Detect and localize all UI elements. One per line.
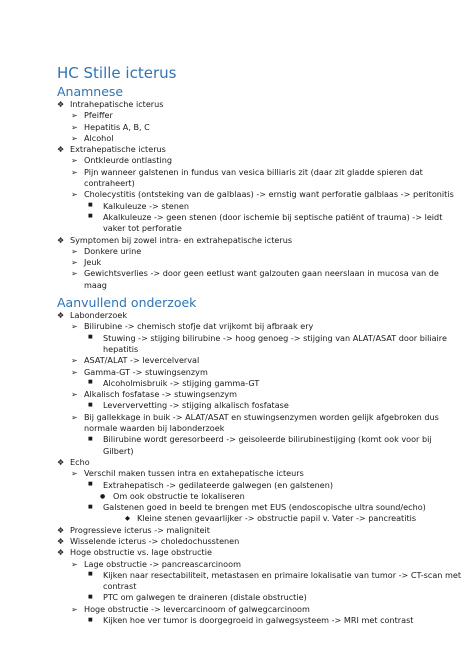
list-item-text: Hoge obstructie -> levercarcinoom of galwegcarcinoom xyxy=(84,603,310,614)
square-bullet-icon: ■ xyxy=(88,435,93,442)
list-item xyxy=(57,468,462,479)
diamond-bullet-icon: ❖ xyxy=(57,536,65,546)
list-item-text: Pfeiffer xyxy=(84,110,113,121)
list-item xyxy=(57,333,462,356)
list-item-text: Bilirubine wordt geresorbeerd -> geisoleerde bilirubinestijging (komt ook voor bij Gilbert) xyxy=(103,434,432,456)
arrow-bullet-icon: ➢ xyxy=(71,559,78,569)
list-item xyxy=(57,235,462,246)
arrow-bullet-icon: ➢ xyxy=(71,258,78,268)
square-bullet-icon: ■ xyxy=(88,334,93,341)
square-bullet-icon: ■ xyxy=(88,379,93,386)
arrow-bullet-icon: ➢ xyxy=(71,122,78,132)
list-item-text: Kalkuleuze -> stenen xyxy=(103,200,189,211)
list-item-text: Ontkleurde ontlasting xyxy=(84,155,172,166)
section-heading: Aanvullend onderzoek xyxy=(57,295,197,311)
list-item-text: PTC om galwegen te draineren (distale obstructie) xyxy=(103,592,307,603)
list-item xyxy=(57,257,462,268)
diamond-bullet-icon: ❖ xyxy=(57,548,65,558)
list-item-text: Donkere urine xyxy=(84,245,142,256)
square-bullet-icon: ■ xyxy=(88,213,93,220)
list-item-text: Gewichtsverlies -> door geen eetlust want galzouten gaan neerslaan in mucosa van de maag xyxy=(84,268,439,290)
list-item xyxy=(57,513,462,524)
arrow-bullet-icon: ➢ xyxy=(71,604,78,614)
list-item xyxy=(57,201,462,212)
list-item xyxy=(57,536,462,547)
list-item xyxy=(57,389,462,400)
list-item-text: ASAT/ALAT -> levercelverval xyxy=(84,355,200,366)
list-item xyxy=(57,144,462,155)
arrow-bullet-icon: ➢ xyxy=(71,390,78,400)
arrow-bullet-icon: ➢ xyxy=(71,356,78,366)
list-item xyxy=(57,110,462,121)
list-item-text: Hepatitis A, B, C xyxy=(84,121,150,132)
arrow-bullet-icon: ➢ xyxy=(71,367,78,377)
list-item-text: Leververvetting -> stijging alkalisch fosfatase xyxy=(103,400,289,411)
list-item-text: Verschil maken tussen intra en extahepatische icteurs xyxy=(84,468,304,479)
list-item-text: Akalkuleuze -> geen stenen (door ischemie bij septische patiënt of trauma) -> leidt vaker tot perforatie xyxy=(103,211,443,234)
arrow-bullet-icon: ➢ xyxy=(71,322,78,332)
list-item xyxy=(57,592,462,603)
square-bullet-icon: ■ xyxy=(88,401,93,408)
square-bullet-icon: ■ xyxy=(88,503,93,510)
list-item-text: Alcohol xyxy=(84,132,114,143)
square-bullet-icon: ■ xyxy=(88,202,93,209)
arrow-bullet-icon: ➢ xyxy=(71,469,78,479)
list-item xyxy=(57,559,462,570)
square-bullet-icon: ■ xyxy=(88,571,93,578)
list-item xyxy=(57,615,462,626)
list-item xyxy=(57,99,462,110)
arrow-bullet-icon: ➢ xyxy=(71,246,78,256)
list-item-text: Intrahepatische icterus xyxy=(70,99,164,109)
arrow-bullet-icon: ➢ xyxy=(71,190,78,200)
list-item-text: Progressieve icterus -> maligniteit xyxy=(70,524,210,535)
list-item xyxy=(57,189,462,200)
arrow-bullet-icon: ➢ xyxy=(71,269,78,279)
document-body xyxy=(57,64,462,626)
list-item-text: Lage obstructie -> pancreascarcinoom xyxy=(84,558,241,569)
diamond-bullet-icon: ❖ xyxy=(57,457,65,467)
list-item xyxy=(57,378,462,389)
arrow-bullet-icon: ➢ xyxy=(71,133,78,143)
list-item xyxy=(57,480,462,491)
list-item xyxy=(57,570,462,593)
square-bullet-icon: ■ xyxy=(88,593,93,600)
list-item xyxy=(57,457,462,468)
document-title: HC Stille icterus xyxy=(57,64,177,82)
list-item xyxy=(57,155,462,166)
list-item xyxy=(57,491,462,502)
list-item-text: Symptomen bij zowel intra- en extrahepatische icterus xyxy=(70,234,293,245)
list-item-text: Kleine stenen gevaarlijker -> obstructie papil v. Vater -> pancreatitis xyxy=(137,513,417,524)
list-item-text: Labonderzoek xyxy=(70,310,128,321)
list-item xyxy=(57,133,462,144)
diamond-bullet-icon: ❖ xyxy=(57,235,65,245)
list-item xyxy=(57,400,462,411)
list-item-text: Extrahepatisch -> gedilateerde galwegen (en galstenen) xyxy=(103,479,334,490)
list-item xyxy=(57,547,462,558)
list-item xyxy=(57,502,462,513)
arrow-bullet-icon: ➢ xyxy=(71,156,78,166)
list-item-text: Gamma-GT -> stuwingsenzym xyxy=(84,366,208,377)
small-diamond-bullet-icon: ◆ xyxy=(125,514,130,523)
section-heading: Anamnese xyxy=(57,84,124,99)
square-bullet-icon: ■ xyxy=(88,481,93,487)
arrow-bullet-icon: ➢ xyxy=(71,167,78,177)
diamond-bullet-icon: ❖ xyxy=(57,100,65,109)
dot-bullet-icon: ● xyxy=(100,492,106,500)
diamond-bullet-icon: ❖ xyxy=(57,525,65,535)
list-item-text: Pijn wanneer galstenen in fundus van vesica billiaris zit (daar zit gladde spieren dat contraheert) xyxy=(84,166,423,189)
list-item-text: Bij gallekkage in buik -> ALAT/ASAT en stuwingsenzymen worden gelijk afgebroken dus normale waarden bij labonderzoek xyxy=(84,411,439,434)
list-item xyxy=(57,355,462,366)
sections-container xyxy=(57,84,462,626)
arrow-bullet-icon: ➢ xyxy=(71,412,78,422)
diamond-bullet-icon: ❖ xyxy=(57,311,65,321)
list-item xyxy=(57,310,462,321)
list-item-text: Bilirubine -> chemisch stofje dat vrijkomt bij afbraak ery xyxy=(84,321,314,332)
list-item-text: Hoge obstructie vs. lage obstructie xyxy=(70,547,212,558)
list-item xyxy=(57,167,462,190)
list-item-text: Jeuk xyxy=(84,257,102,268)
list-item xyxy=(57,122,462,133)
list-item-text: Wisselende icterus -> choledochusstenen xyxy=(70,535,240,546)
list-item-text: Kijken hoe ver tumor is doorgegroeid in galwegsysteem -> MRI met contrast xyxy=(103,615,414,626)
list-item-text: Alkalisch fosfatase -> stuwingsenzym xyxy=(84,389,238,400)
list-item-text: Kijken naar resectabiliteit, metastasen en primaire lokalisatie van tumor -> CT-scan met contrast xyxy=(103,569,462,592)
list-item xyxy=(57,212,462,235)
list-item-text: Galstenen goed in beeld te brengen met EUS (endoscopische ultra sound/echo) xyxy=(103,502,426,513)
list-item-text: Om ook obstructie te lokaliseren xyxy=(113,490,245,501)
list-item xyxy=(57,268,462,291)
diamond-bullet-icon: ❖ xyxy=(57,145,65,155)
list-item-text: Echo xyxy=(70,456,90,467)
list-item xyxy=(57,412,462,435)
list-item xyxy=(57,434,462,457)
list-item xyxy=(57,604,462,615)
list-item-text: Extrahepatische icterus xyxy=(70,144,166,155)
list-item xyxy=(57,246,462,257)
list-item-text: Alcoholmisbruik -> stijging gamma-GT xyxy=(103,377,260,388)
list-item xyxy=(57,321,462,332)
square-bullet-icon: ■ xyxy=(88,616,93,623)
list-item-text: Stuwing -> stijging bilirubine -> hoog genoeg -> stijging van ALAT/ASAT door biliaire hepatitis xyxy=(103,332,447,354)
arrow-bullet-icon: ➢ xyxy=(71,111,78,121)
list-item xyxy=(57,525,462,536)
list-item-text: Cholecystitis (ontsteking van de galblaas) -> ernstig want perforatie galblaas -> peritonitis xyxy=(84,189,454,200)
list-item xyxy=(57,367,462,378)
